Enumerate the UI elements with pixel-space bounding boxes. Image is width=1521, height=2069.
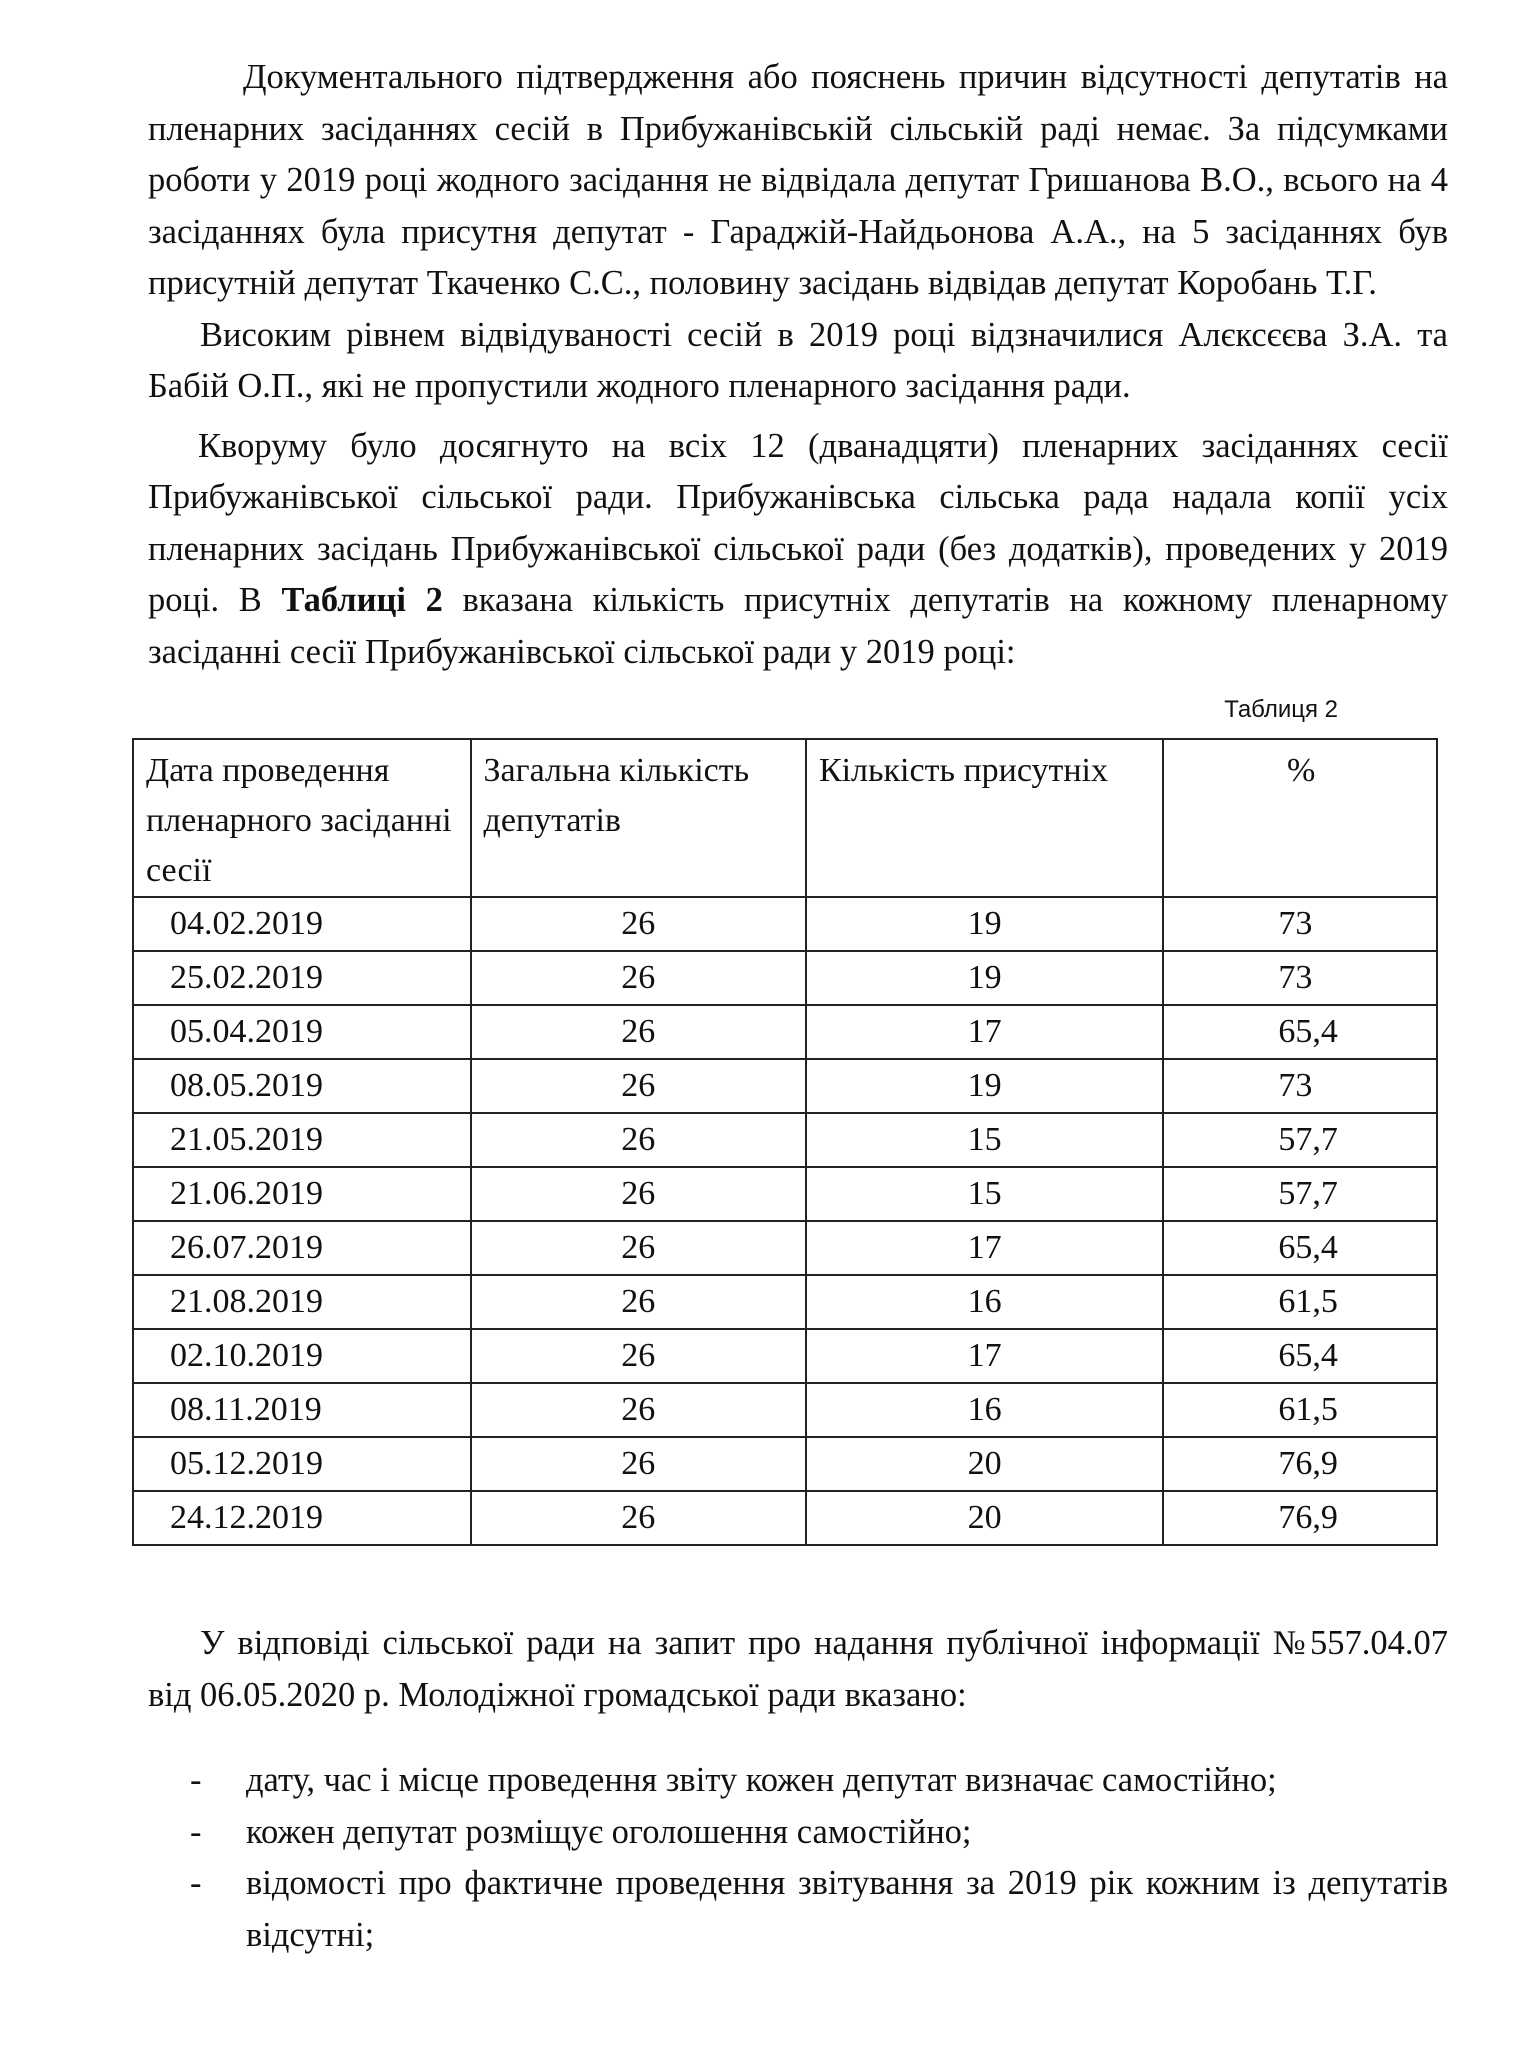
cell-date: 08.05.2019 — [133, 1059, 471, 1113]
cell-present: 19 — [806, 951, 1163, 1005]
cell-date: 05.12.2019 — [133, 1437, 471, 1491]
cell-percent: 57,7 — [1163, 1167, 1437, 1221]
list-item — [148, 1807, 1448, 1859]
dash-bullet-icon: - — [190, 1864, 202, 1902]
cell-total: 26 — [471, 1383, 806, 1437]
table-reference: Таблиці 2 — [281, 581, 443, 619]
cell-total: 26 — [471, 1005, 806, 1059]
table-row — [133, 1167, 1437, 1221]
cell-total: 26 — [471, 1329, 806, 1383]
list-item-text: кожен депутат розміщує оголошення самостійно; — [246, 1812, 972, 1851]
response-list — [148, 1755, 1448, 1961]
paragraph-high-attendance: Високим рівнем відвідуваності сесій в 2019 році відзначилися Алєксєєва З.А. та Бабій О.П., які не пропустили жодного пленарного засідання ради. — [148, 315, 1448, 405]
paragraph-quorum-text-b: вказана кількість присутніх депутатів на кожному пленарному засіданні сесії Прибужанівської сільської ради у 2019 році: — [148, 581, 1448, 671]
header-present-count: Кількість присутніх — [806, 739, 1163, 897]
cell-present: 20 — [806, 1491, 1163, 1545]
table-row — [133, 1383, 1437, 1437]
cell-present: 17 — [806, 1221, 1163, 1275]
cell-date: 02.10.2019 — [133, 1329, 471, 1383]
cell-total: 26 — [471, 1491, 806, 1545]
paragraph-absence: Документального підтвердження або пояснень причин відсутності депутатів на пленарних засіданнях сесій в Прибужанівській сільській раді немає. За підсумками роботи у 2019 році жодного засідання не відвідала депутат Гришанова В.О., всього на 4 засіданнях була присутня депутат - Гараджій-Найдьонова А.А., на 5 засіданнях був присутній депутат Ткаченко С.С., половину засідань відвідав депутат Коробань Т.Г. — [148, 58, 1448, 302]
list-item — [148, 1858, 1448, 1961]
cell-present: 15 — [806, 1113, 1163, 1167]
cell-total: 26 — [471, 951, 806, 1005]
paragraph-quorum — [148, 421, 1448, 679]
table-row — [133, 1113, 1437, 1167]
cell-percent: 73 — [1163, 951, 1437, 1005]
table-row — [133, 951, 1437, 1005]
cell-percent: 73 — [1163, 1059, 1437, 1113]
header-percent: % — [1163, 739, 1437, 897]
cell-present: 16 — [806, 1275, 1163, 1329]
cell-percent: 65,4 — [1163, 1221, 1437, 1275]
header-total-deputies: Загальна кількість депутатів — [471, 739, 806, 897]
cell-present: 19 — [806, 1059, 1163, 1113]
paragraph-public-info-response: У відповіді сільської ради на запит про надання публічної інформації №557.04.07 від 06.05.2020 р. Молодіжної громадської ради вказано: — [148, 1624, 1448, 1714]
cell-total: 26 — [471, 1437, 806, 1491]
cell-date: 26.07.2019 — [133, 1221, 471, 1275]
cell-percent: 76,9 — [1163, 1491, 1437, 1545]
cell-total: 26 — [471, 1113, 806, 1167]
table-header-row — [133, 739, 1437, 897]
cell-date: 05.04.2019 — [133, 1005, 471, 1059]
cell-total: 26 — [471, 1059, 806, 1113]
dash-bullet-icon: - — [190, 1761, 202, 1799]
cell-percent: 61,5 — [1163, 1383, 1437, 1437]
cell-total: 26 — [471, 1221, 806, 1275]
cell-percent: 73 — [1163, 897, 1437, 951]
cell-date: 24.12.2019 — [133, 1491, 471, 1545]
table-row — [133, 1329, 1437, 1383]
cell-percent: 57,7 — [1163, 1113, 1437, 1167]
paragraph-quorum-text-a: Кворуму було досягнуто на всіх 12 (дванадцяти) пленарних засіданнях сесії Прибужанівської сільської ради. Прибужанівська сільська рада надала копії усіх пленарних засідань Прибужанівської сільської ради (без додатків), проведених у 2019 році. В — [148, 426, 1448, 619]
cell-present: 15 — [806, 1167, 1163, 1221]
list-item-text: дату, час і місце проведення звіту кожен депутат визначає самостійно; — [246, 1761, 1277, 1799]
cell-present: 16 — [806, 1383, 1163, 1437]
header-date: Дата проведення пленарного засіданні сесії — [133, 739, 471, 897]
cell-total: 26 — [471, 897, 806, 951]
document-page — [148, 52, 1448, 1961]
list-item-text: відомості про фактичне проведення звітування за 2019 рік кожним із депутатів відсутні; — [246, 1864, 1448, 1954]
table-row — [133, 1437, 1437, 1491]
cell-percent: 76,9 — [1163, 1437, 1437, 1491]
cell-present: 20 — [806, 1437, 1163, 1491]
cell-date: 21.06.2019 — [133, 1167, 471, 1221]
cell-date: 25.02.2019 — [133, 951, 471, 1005]
cell-total: 26 — [471, 1275, 806, 1329]
cell-percent: 61,5 — [1163, 1275, 1437, 1329]
cell-present: 17 — [806, 1329, 1163, 1383]
dash-bullet-icon: - — [190, 1812, 202, 1851]
table-row — [133, 1221, 1437, 1275]
table-caption: Таблиця 2 — [1224, 696, 1338, 723]
cell-percent: 65,4 — [1163, 1329, 1437, 1383]
table-row — [133, 1005, 1437, 1059]
cell-total: 26 — [471, 1167, 806, 1221]
cell-date: 21.05.2019 — [133, 1113, 471, 1167]
cell-date: 04.02.2019 — [133, 897, 471, 951]
attendance-table — [132, 738, 1438, 1546]
cell-present: 19 — [806, 897, 1163, 951]
table-row — [133, 1491, 1437, 1545]
table-row — [133, 1275, 1437, 1329]
cell-date: 08.11.2019 — [133, 1383, 471, 1437]
cell-date: 21.08.2019 — [133, 1275, 471, 1329]
table-row — [133, 1059, 1437, 1113]
cell-percent: 65,4 — [1163, 1005, 1437, 1059]
cell-present: 17 — [806, 1005, 1163, 1059]
list-item — [148, 1755, 1448, 1807]
table-row — [133, 897, 1437, 951]
